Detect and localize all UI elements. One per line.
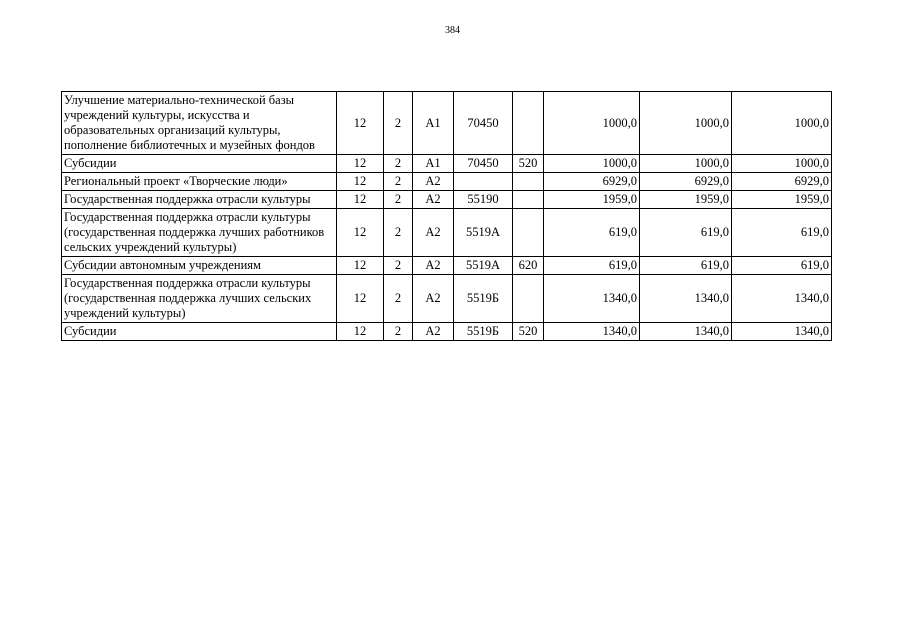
section-code-cell: 12 [337, 173, 384, 191]
amount-year3-cell: 1000,0 [732, 155, 832, 173]
expense-type-cell [513, 275, 544, 323]
expense-code-cell: 70450 [454, 155, 513, 173]
amount-year2-cell: 1959,0 [640, 191, 732, 209]
row-name-cell: Государственная поддержка отрасли культуры [62, 191, 337, 209]
amount-year1-cell: 1340,0 [544, 323, 640, 341]
row-name-cell: Субсидии [62, 323, 337, 341]
section-code-cell: 12 [337, 155, 384, 173]
subsection-code-cell: 2 [384, 155, 413, 173]
expense-type-cell: 520 [513, 155, 544, 173]
project-code-cell: А1 [413, 155, 454, 173]
subsection-code-cell: 2 [384, 257, 413, 275]
table-row [62, 92, 832, 155]
amount-year2-cell: 6929,0 [640, 173, 732, 191]
table-row [62, 209, 832, 257]
amount-year1-cell: 6929,0 [544, 173, 640, 191]
amount-year1-cell: 1959,0 [544, 191, 640, 209]
amount-year1-cell: 619,0 [544, 257, 640, 275]
amount-year3-cell: 619,0 [732, 257, 832, 275]
amount-year2-cell: 1000,0 [640, 155, 732, 173]
amount-year2-cell: 619,0 [640, 257, 732, 275]
project-code-cell: А2 [413, 275, 454, 323]
project-code-cell: А2 [413, 323, 454, 341]
amount-year2-cell: 1000,0 [640, 92, 732, 155]
expense-type-cell [513, 209, 544, 257]
section-code-cell: 12 [337, 191, 384, 209]
expense-code-cell: 5519Б [454, 323, 513, 341]
expense-code-cell: 5519А [454, 257, 513, 275]
section-code-cell: 12 [337, 275, 384, 323]
table-body [62, 92, 832, 341]
expense-code-cell: 70450 [454, 92, 513, 155]
expense-type-cell [513, 92, 544, 155]
table-row [62, 275, 832, 323]
amount-year1-cell: 1000,0 [544, 155, 640, 173]
amount-year3-cell: 1340,0 [732, 275, 832, 323]
expense-code-cell: 55190 [454, 191, 513, 209]
project-code-cell: А2 [413, 191, 454, 209]
amount-year3-cell: 6929,0 [732, 173, 832, 191]
expense-code-cell: 5519А [454, 209, 513, 257]
amount-year3-cell: 1000,0 [732, 92, 832, 155]
row-name-cell: Государственная поддержка отрасли культуры (государственная поддержка лучших работников сельских учреждений культуры) [62, 209, 337, 257]
row-name-cell: Улучшение материально-технической базы учреждений культуры, искусства и образовательных организаций культуры, пополнение библиотечных и музейных фондов [62, 92, 337, 155]
amount-year1-cell: 1340,0 [544, 275, 640, 323]
expense-type-cell: 520 [513, 323, 544, 341]
expense-type-cell [513, 173, 544, 191]
table-row [62, 323, 832, 341]
table-row [62, 191, 832, 209]
subsection-code-cell: 2 [384, 323, 413, 341]
amount-year3-cell: 1340,0 [732, 323, 832, 341]
amount-year3-cell: 1959,0 [732, 191, 832, 209]
amount-year3-cell: 619,0 [732, 209, 832, 257]
section-code-cell: 12 [337, 257, 384, 275]
expense-type-cell [513, 191, 544, 209]
amount-year2-cell: 1340,0 [640, 323, 732, 341]
section-code-cell: 12 [337, 209, 384, 257]
subsection-code-cell: 2 [384, 275, 413, 323]
section-code-cell: 12 [337, 92, 384, 155]
subsection-code-cell: 2 [384, 92, 413, 155]
budget-table [61, 91, 832, 341]
project-code-cell: А2 [413, 257, 454, 275]
expense-type-cell: 620 [513, 257, 544, 275]
amount-year1-cell: 1000,0 [544, 92, 640, 155]
subsection-code-cell: 2 [384, 191, 413, 209]
amount-year1-cell: 619,0 [544, 209, 640, 257]
table-row [62, 155, 832, 173]
row-name-cell: Региональный проект «Творческие люди» [62, 173, 337, 191]
table-row [62, 257, 832, 275]
project-code-cell: А1 [413, 92, 454, 155]
row-name-cell: Государственная поддержка отрасли культуры (государственная поддержка лучших сельских учреждений культуры) [62, 275, 337, 323]
amount-year2-cell: 1340,0 [640, 275, 732, 323]
expense-code-cell: 5519Б [454, 275, 513, 323]
row-name-cell: Субсидии [62, 155, 337, 173]
project-code-cell: А2 [413, 173, 454, 191]
table-row [62, 173, 832, 191]
row-name-cell: Субсидии автономным учреждениям [62, 257, 337, 275]
expense-code-cell [454, 173, 513, 191]
section-code-cell: 12 [337, 323, 384, 341]
page-number: 384 [445, 25, 460, 36]
subsection-code-cell: 2 [384, 173, 413, 191]
project-code-cell: А2 [413, 209, 454, 257]
subsection-code-cell: 2 [384, 209, 413, 257]
amount-year2-cell: 619,0 [640, 209, 732, 257]
